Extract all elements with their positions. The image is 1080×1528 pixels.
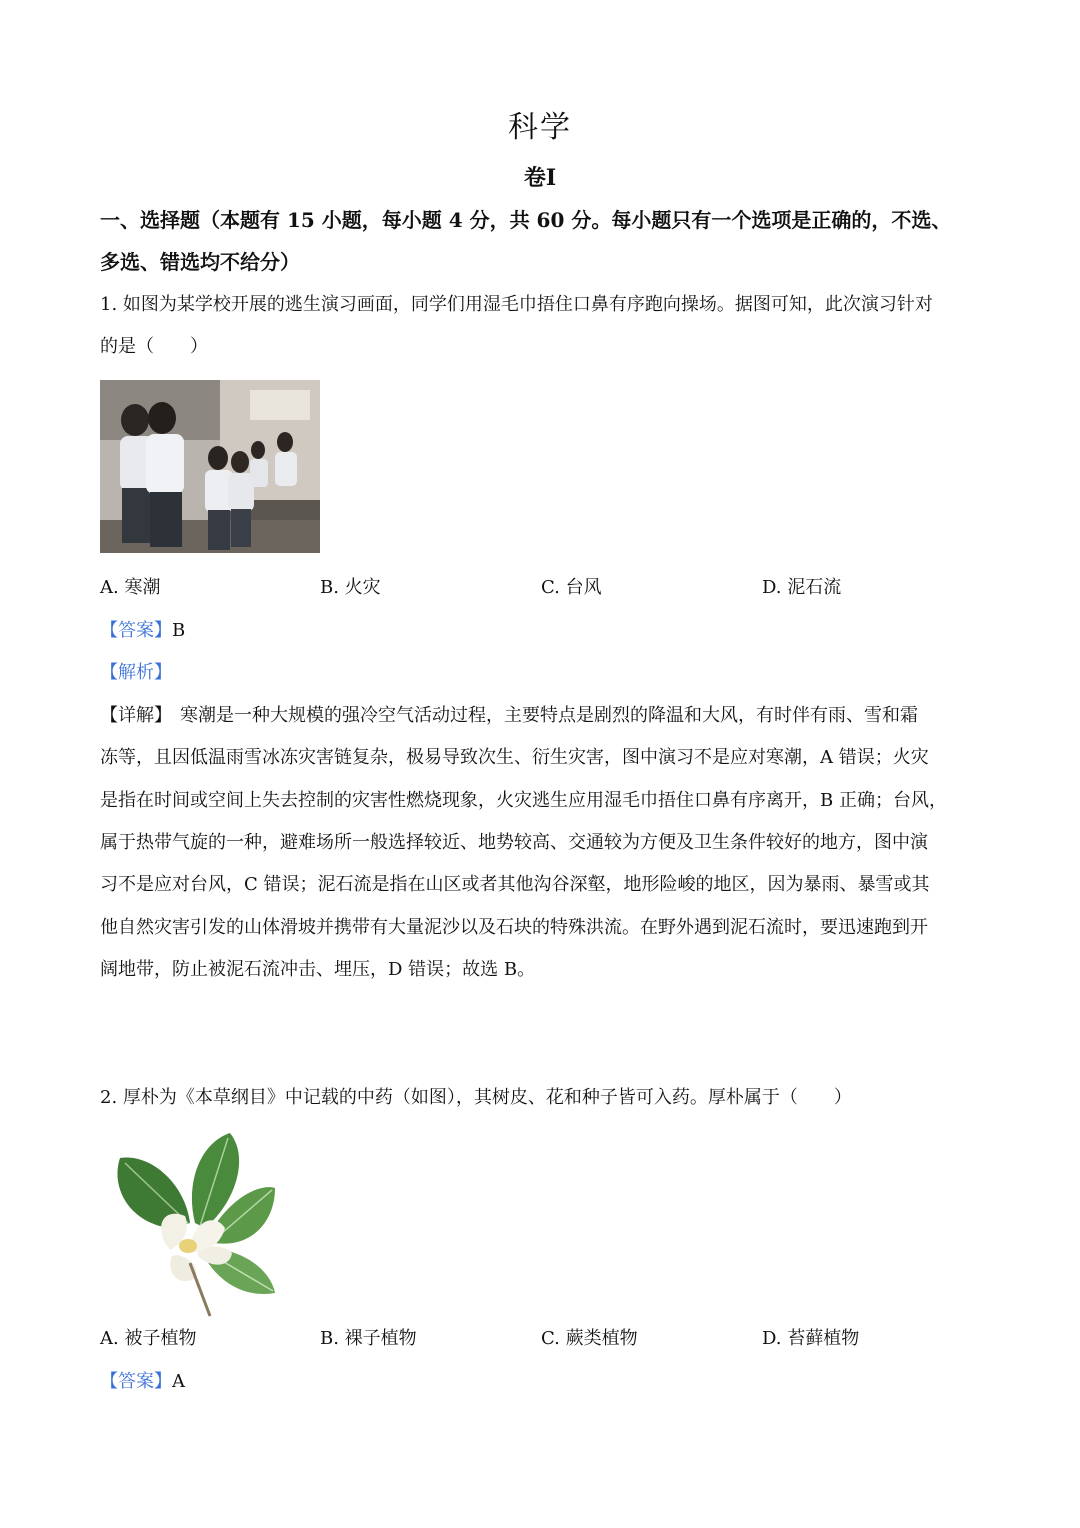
q1-detail-line-4: 属于热带气旋的一种，避难场所一般选择较近、地势较高、交通较为方便及卫生条件较好的地方，图中演 xyxy=(100,832,928,853)
q2-magnolia-illustration xyxy=(110,1128,280,1318)
q1-detail-line-5: 习不是应对台风，C 错误；泥石流是指在山区或者其他沟谷深壑，地形险峻的地区，因为暴雨、暴雪或其 xyxy=(100,874,930,895)
q1-evacuation-photo xyxy=(100,380,320,553)
q2-answer xyxy=(100,1367,185,1397)
q1-option-b: B. 火灾 xyxy=(320,577,381,598)
q1-detail-line-7: 阔地带，防止被泥石流冲击、埋压，D 错误；故选 B。 xyxy=(100,959,536,980)
q2-option-d: D. 苔藓植物 xyxy=(762,1328,860,1349)
q1-detail-line-3: 是指在时间或空间上失去控制的灾害性燃烧现象，火灾逃生应用湿毛巾捂住口鼻有序离开，B 正确；台风， xyxy=(100,790,947,811)
q1-answer xyxy=(100,616,185,646)
q2-option-a: A. 被子植物 xyxy=(100,1328,197,1349)
q1-answer-tag: 【答案】 xyxy=(100,620,172,641)
q1-option-a: A. 寒潮 xyxy=(100,577,161,598)
q1-option-c: C. 台风 xyxy=(541,577,602,598)
page-title: 科学 xyxy=(508,110,572,145)
q2-answer-tag: 【答案】 xyxy=(100,1371,172,1392)
q1-detail-tag: 【详解】 xyxy=(100,705,172,726)
q2-option-c: C. 蕨类植物 xyxy=(541,1328,638,1349)
q1-detail-line-1 xyxy=(100,701,918,731)
q2-stem: 2. 厚朴为《本草纲目》中记载的中药（如图），其树皮、花和种子皆可入药。厚朴属于（ ） xyxy=(100,1087,852,1108)
section-heading-line-1: 一、选择题（本题有 15 小题，每小题 4 分，共 60 分。每小题只有一个选项是正确的，不选、 xyxy=(100,208,952,232)
q1-detail-line-2: 冻等，且因低温雨雪冰冻灾害链复杂，极易导致次生、衍生灾害，图中演习不是应对寒潮，A 错误；火灾 xyxy=(100,747,929,768)
q1-answer-value: B xyxy=(172,620,186,641)
volume-title: 卷I xyxy=(523,165,557,191)
q1-detail-text-1: 寒潮是一种大规模的强冷空气活动过程，主要特点是剧烈的降温和大风，有时伴有雨、雪和霜 xyxy=(180,705,918,726)
q2-answer-value: A xyxy=(172,1371,185,1392)
q1-stem-line-2: 的是（ ） xyxy=(100,336,208,357)
q1-analysis-tag: 【解析】 xyxy=(100,662,172,683)
section-heading-line-2: 多选、错选均不给分） xyxy=(100,250,300,274)
q1-option-d: D. 泥石流 xyxy=(762,577,842,598)
q1-stem-line-1: 1. 如图为某学校开展的逃生演习画面，同学们用湿毛巾捂住口鼻有序跑向操场。据图可知，此次演习针对 xyxy=(100,294,933,315)
q1-detail-line-6: 他自然灾害引发的山体滑坡并携带有大量泥沙以及石块的特殊洪流。在野外遇到泥石流时，要迅速跑到开 xyxy=(100,917,928,938)
q2-option-b: B. 裸子植物 xyxy=(320,1328,417,1349)
